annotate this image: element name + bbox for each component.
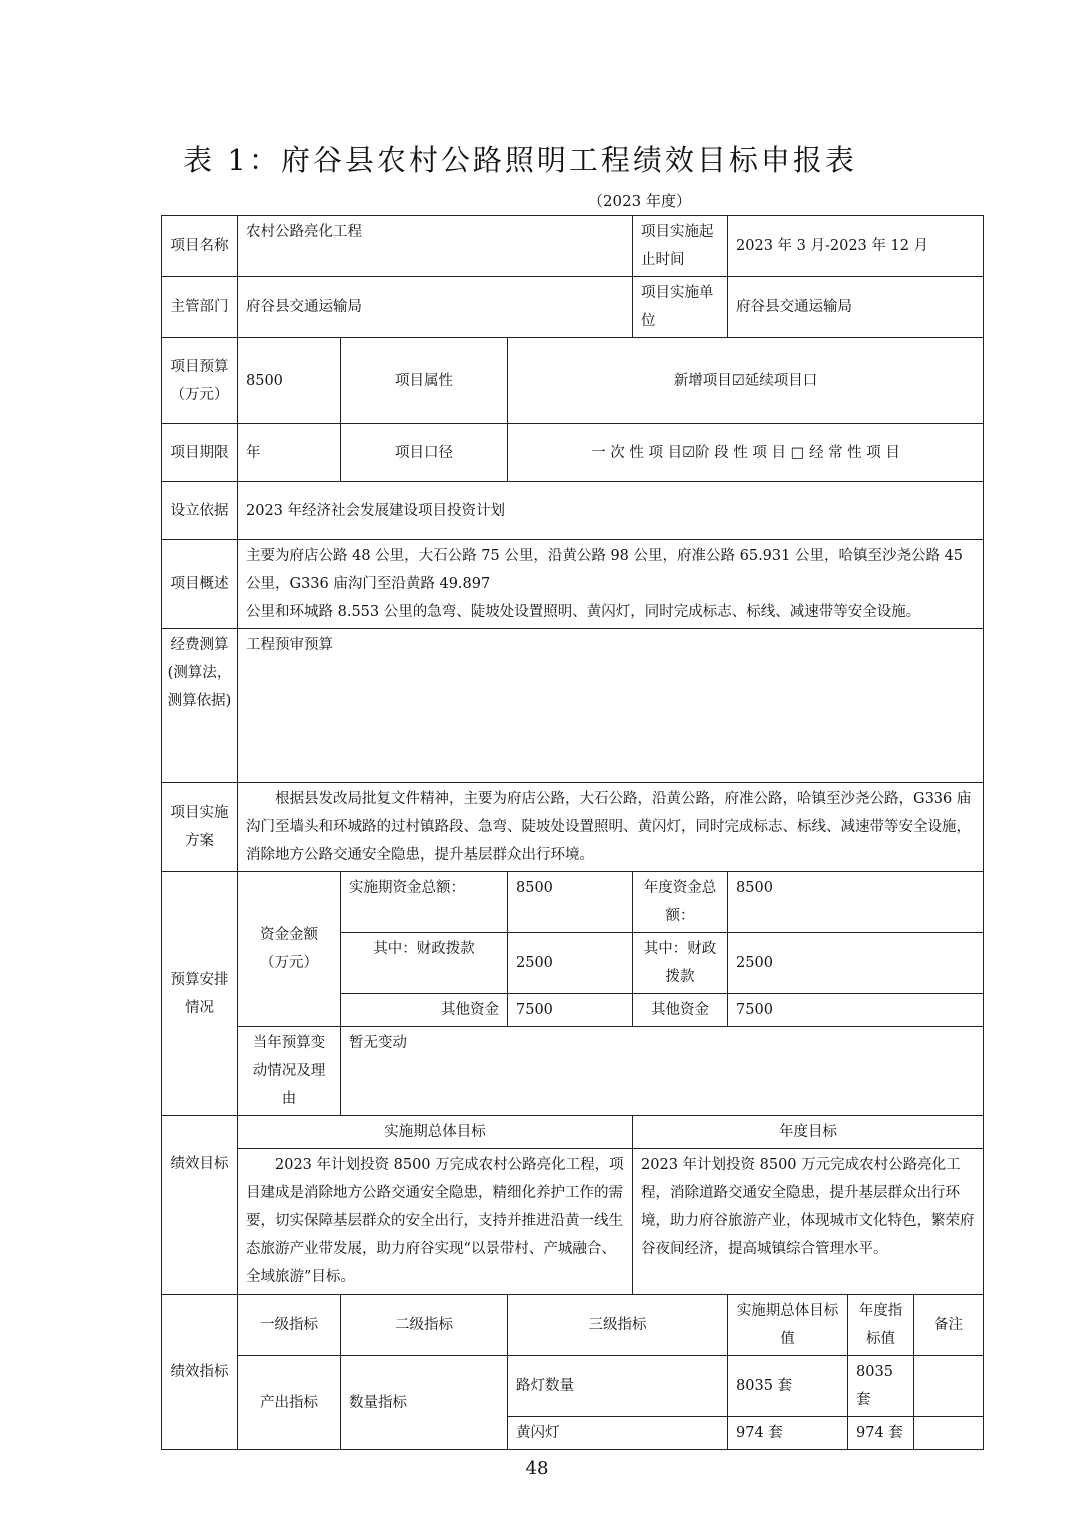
indicator-label: 绩效指标 [162,1295,238,1450]
attr-label: 项目属性 [341,338,508,424]
budget-value: 8500 [238,338,341,424]
annual-value-header: 年度指标值 [848,1295,914,1356]
attr-value: 新增项目☑延续项目口 [508,338,984,424]
total-goal-header: 实施期总体目标 [238,1116,633,1149]
indicator-row-1-total: 8035 套 [728,1356,848,1417]
change-value: 暂无变动 [341,1027,984,1116]
unit-label: 项目实施单位 [633,277,728,338]
year-label: （2023 年度） [588,192,691,210]
total-goal-text: 2023 年计划投资 8500 万完成农村公路亮化工程，项目建成是消除地方公路交通安全隐患，精细化养护工作的需要，切实保障基层群众的安全出行，支持并推进沿黄一线生态旅游产业带发展，助力府谷实现“以景带村、产城融合、全域旅游”目标。 [238,1149,633,1295]
period-label: 项目实施起止时间 [633,216,728,277]
fund-amount-label: 资金金额（万元） [238,872,341,1027]
unit-value: 府谷县交通运输局 [728,277,984,338]
annual-other-value: 7500 [728,994,984,1027]
annual-fund-label: 年度资金总额： [633,872,728,933]
basis-value: 2023 年经济社会发展建设项目投资计划 [238,482,984,540]
level2-header: 二级指标 [341,1295,508,1356]
annual-fiscal-label: 其中：财政拨款 [633,933,728,994]
period-value: 2023 年 3 月-2023 年 12 月 [728,216,984,277]
indicator-row-2-annual: 974 套 [848,1417,914,1450]
indicator-row-1-remark [914,1356,984,1417]
remark-header: 备注 [914,1295,984,1356]
goal-label: 绩效目标 [162,1116,238,1295]
indicator-row-2-name: 黄闪灯 [508,1417,728,1450]
performance-table [161,215,984,1450]
term-label: 项目期限 [162,424,238,482]
annual-fiscal-value: 2500 [728,933,984,994]
annual-goal-header: 年度目标 [633,1116,984,1149]
other-fund-value: 7500 [508,994,633,1027]
plan-value: 根据县发改局批复文件精神，主要为府店公路，大石公路，沿黄公路，府准公路，哈镇至沙尧公路，G336 庙沟门至墙头和环城路的过村镇路段、急弯、陡坡处设置照明、黄闪灯，同时完成标志、标线、减速带等安全设施，消除地方公路交通安全隐患，提升基层群众出行环境。 [238,783,984,872]
page-title: 表 1：府谷县农村公路照明工程绩效目标申报表 [183,143,857,177]
calc-label: 经费测算(测算法，测算依据) [162,629,238,783]
project-name-label: 项目名称 [162,216,238,277]
overview-text: 主要为府店公路 48 公里，大石公路 75 公里，沿黄公路 98 公里，府准公路 65.931 公里，哈镇至沙尧公路 45 公里，G336 庙沟门至沿黄路 49.897 [246,548,964,592]
annual-other-label: 其他资金 [633,994,728,1027]
overview-cell [238,540,984,629]
plan-label: 项目实施方案 [162,783,238,872]
total-fund-value: 8500 [508,872,633,933]
overview-text-2: 公里和环城路 8.553 公里的急弯、陡坡处设置照明、黄闪灯，同时完成标志、标线、减速带等安全设施。 [246,604,921,620]
quantity-indicator-label: 数量指标 [341,1356,508,1450]
calc-value: 工程预审预算 [238,629,984,783]
change-label: 当年预算变动情况及理由 [238,1027,341,1116]
annual-fund-value: 8500 [728,872,984,933]
dept-value: 府谷县交通运输局 [238,277,633,338]
indicator-row-1-name: 路灯数量 [508,1356,728,1417]
page-number: 48 [525,1458,549,1479]
total-fund-label: 实施期资金总额： [341,872,508,933]
fiscal-value: 2500 [508,933,633,994]
budget-label: 项目预算（万元） [162,338,238,424]
project-name-value: 农村公路亮化工程 [238,216,633,277]
dept-label: 主管部门 [162,277,238,338]
indicator-row-1-annual: 8035 套 [848,1356,914,1417]
basis-label: 设立依据 [162,482,238,540]
level3-header: 三级指标 [508,1295,728,1356]
output-indicator-label: 产出指标 [238,1356,341,1450]
scope-value: 一 次 性 项 目☑阶 段 性 项 目 □ 经 常 性 项 目 [508,424,984,482]
scope-label: 项目口径 [341,424,508,482]
indicator-row-2-total: 974 套 [728,1417,848,1450]
annual-goal-text: 2023 年计划投资 8500 万元完成农村公路亮化工程，消除道路交通安全隐患，提升基层群众出行环境，助力府谷旅游产业，体现城市文化特色，繁荣府谷夜间经济，提高城镇综合管理水平。 [633,1149,984,1295]
fiscal-label: 其中：财政拨款 [341,933,508,994]
other-fund-label: 其他资金 [341,994,508,1027]
overview-label: 项目概述 [162,540,238,629]
term-value: 年 [238,424,341,482]
total-value-header: 实施期总体目标值 [728,1295,848,1356]
level1-header: 一级指标 [238,1295,341,1356]
budget-arrangement-label: 预算安排情况 [162,872,238,1116]
indicator-row-2-remark [914,1417,984,1450]
